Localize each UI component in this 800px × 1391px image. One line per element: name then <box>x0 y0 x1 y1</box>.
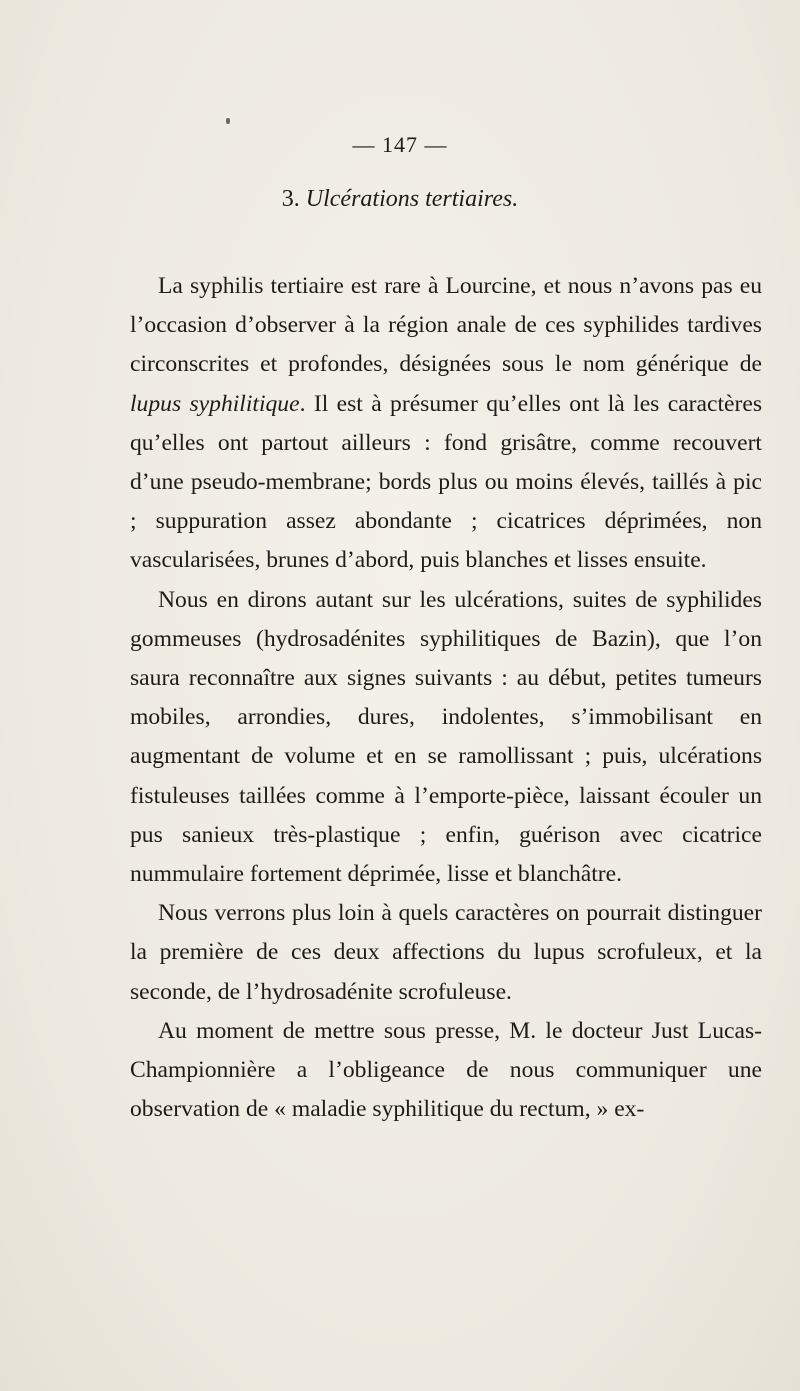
paragraph-4: Au moment de mettre sous presse, M. le docteur Just Lucas-Championnière a l’obligeance de nous communiquer une observation de « maladie syphilitique du rectum, » ex- <box>130 1017 762 1123</box>
page-number: — 147 — <box>352 132 448 157</box>
section-number: 3. <box>281 186 300 212</box>
section-heading <box>0 186 800 213</box>
ink-speck <box>226 118 230 124</box>
paragraph-1 <box>130 267 762 581</box>
paragraph-2: Nous en dirons autant sur les ulcérations, suites de syphilides gommeuses (hydrosadénites syphilitiques de Bazin), que l’on saura reconnaître aux signes suivants : au début, petites tumeurs mobiles, arrondies, dures, indolentes, s’immobilisant en augmentant de volume et en se ramollissant ; puis, ulcérations fistuleuses taillées comme à l’emporte-pièce, laissant écouler un pus sanieux très-plastique ; enfin, guérison avec cicatrice nummulaire fortement déprimée, lisse et blanchâtre. <box>130 586 762 888</box>
body-text <box>130 267 762 1129</box>
paragraph-1-text-a: La syphilis tertiaire est rare à Lourcine, et nous n’avons pas eu l’occasion d’observer à la région anale de ces syphilides tardives circonscrites et profondes, désignées sous le nom générique de <box>130 273 762 378</box>
paragraph-1-italic-term: lupus syphilitique <box>130 390 300 417</box>
paragraph-1-text-b: . Il est à présumer qu’elles ont là les caractères qu’elles ont partout ailleurs : fond grisâtre, comme recouvert d’une pseudo-membrane; bords plus ou moins élevés, taillés à pic ; suppuration assez abondante ; cicatrices déprimées, non vascularisées, brunes d’abord, puis blanches et lisses ensuite. <box>130 390 763 574</box>
section-title: Ulcérations tertiaires. <box>305 186 519 212</box>
paragraph-3: Nous verrons plus loin à quels caractères on pourrait distinguer la première de ces deux affections du lupus scrofuleux, et la seconde, de l’hydrosadénite scrofuleuse. <box>130 900 762 1005</box>
